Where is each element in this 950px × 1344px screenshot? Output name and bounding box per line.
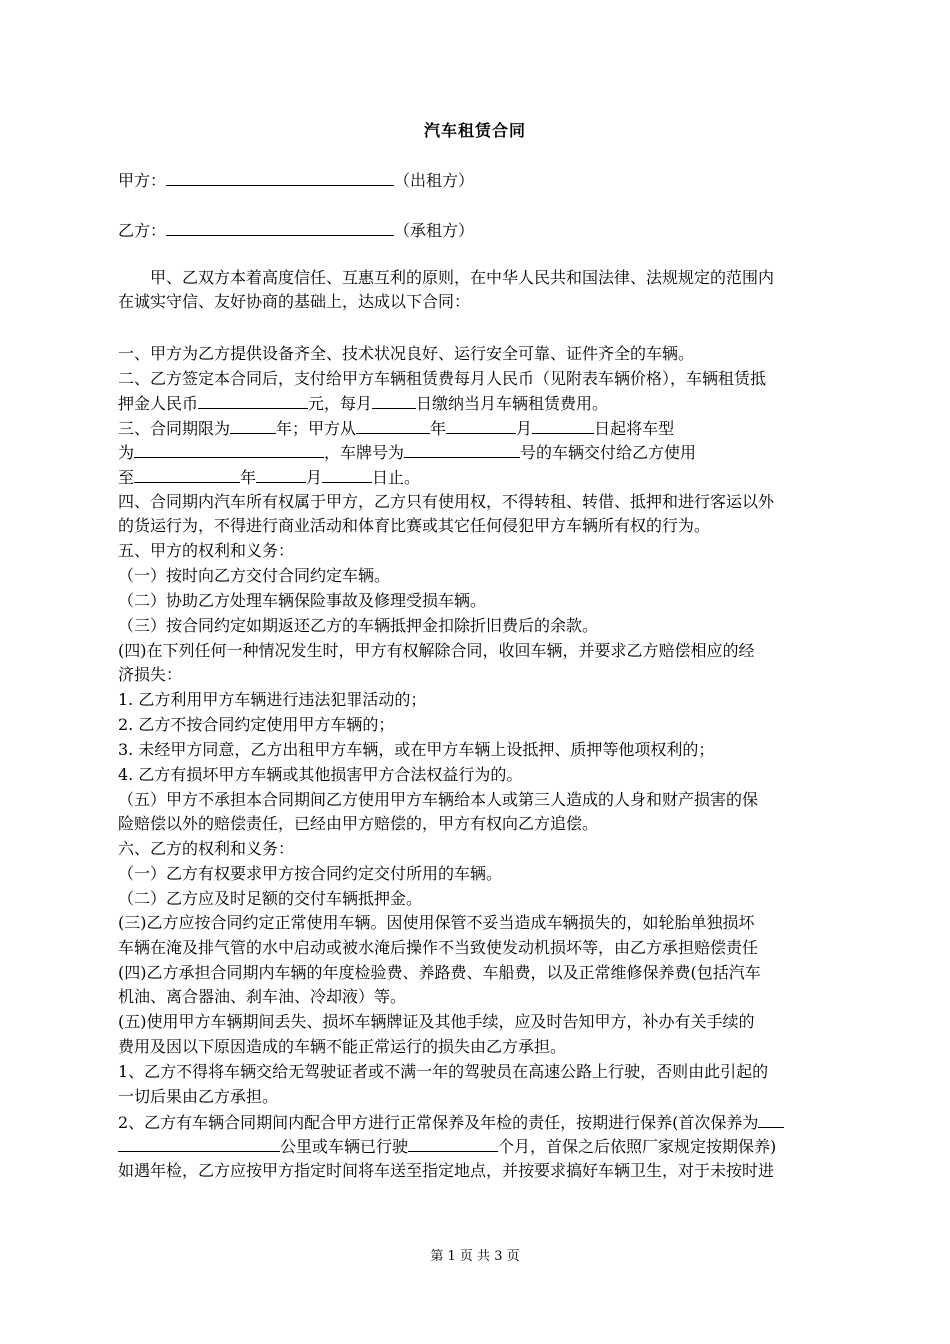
first-service-km-blank-start[interactable] <box>758 1110 784 1128</box>
list-item-4: 4. 乙方有损坏甲方车辆或其他损害甲方合法权益行为的。 <box>118 765 523 784</box>
party-a-blank[interactable] <box>166 168 394 186</box>
clause-3-line-1 <box>118 416 898 441</box>
clause-6-line-9: 1、乙方不得将车辆交给无驾驶证者或不满一年的驾驶员在高速公路上行驶，否则由此引起的 <box>118 1062 769 1081</box>
clause-2-text-1: 押金人民币 <box>118 394 199 413</box>
clause-6-line-6: 机油、离合器油、刹车油、冷却液）等。 <box>118 987 407 1006</box>
list-item-3: 3. 未经甲方同意，乙方出租甲方车辆，或在甲方车辆上设抵押、质押等他项权利的； <box>118 740 715 759</box>
clause-3-text-2: 年；甲方从 <box>276 419 357 438</box>
clause-6-line-5: (四)乙方承担合同期内车辆的年度检验费、养路费、车船费，以及正常维修保养费(包括汽车 <box>118 963 761 982</box>
page-footer: 第 1 页 共 3 页 <box>430 1249 520 1264</box>
clause-1: 一、甲方为乙方提供设备齐全、技术状况良好、运行安全可靠、证件齐全的车辆。 <box>118 344 695 363</box>
party-a-role: （出租方） <box>394 171 475 190</box>
contract-title: 汽车租赁合同 <box>423 121 526 140</box>
clause-3-text-5: 日起将车型 <box>594 419 675 438</box>
party-b-line <box>118 218 898 243</box>
clause-3-line-3 <box>118 465 898 490</box>
payment-day-blank[interactable] <box>372 391 416 409</box>
clause-3-line-2 <box>118 440 898 465</box>
party-a-line <box>118 168 898 193</box>
start-year-blank[interactable] <box>356 416 430 434</box>
clause-3-text-7: ，车牌号为 <box>324 443 405 462</box>
clause-3-text-9: 至 <box>118 468 135 487</box>
clause-6-line-2: （二）乙方应及时足额的交付车辆抵押金。 <box>118 889 423 908</box>
end-year-blank[interactable] <box>134 465 240 483</box>
clause-3-text-11: 月 <box>306 468 323 487</box>
clause-6-line-7: (五)使用甲方车辆期间丢失、损坏车辆牌证及其他手续，应及时告知甲方，补办有关手续的 <box>118 1012 755 1031</box>
clause-6-line-8: 费用及因以下原因造成的车辆不能正常运行的损失由乙方承担。 <box>118 1037 567 1056</box>
clause-5-5-line-1: （五）甲方不承担本合同期间乙方使用甲方车辆给本人或第三人造成的人身和财产损害的保 <box>118 790 759 809</box>
clause-5-item-2: （二）协助乙方处理车辆保险事故及修理受损车辆。 <box>118 591 487 610</box>
clause-6-line-1: （一）乙方有权要求甲方按合同约定交付所用的车辆。 <box>118 864 503 883</box>
plate-number-blank[interactable] <box>404 440 520 458</box>
clause-2-line-2 <box>118 391 898 416</box>
clause-5-5-line-2: 险赔偿以外的赔偿责任，已经由甲方赔偿的，甲方有权向乙方追偿。 <box>118 814 599 833</box>
clause-6-line-3: (三)乙方应按合同约定正常使用车辆。因使用保管不妥当造成车辆损失的，如轮胎单独损坏 <box>118 913 755 932</box>
clause-2-text-3: 日缴纳当月车辆租赁费用。 <box>416 394 609 413</box>
clause-6-2-text-1: 2、乙方有车辆合同期间内配合甲方进行正常保养及年检的责任，按期进行保养(首次保养为 <box>118 1113 759 1132</box>
deposit-amount-blank[interactable] <box>198 391 308 409</box>
first-service-km-blank[interactable] <box>118 1134 280 1152</box>
clause-6-2-line-2 <box>118 1134 898 1159</box>
clause-4-line-1: 四、合同期内汽车所有权属于甲方，乙方只有使用权，不得转租、转借、抵押和进行客运以外 <box>118 492 775 511</box>
clause-6-title: 六、乙方的权利和义务： <box>118 839 295 858</box>
clause-6-line-10: 一切后果由乙方承担。 <box>118 1087 279 1106</box>
clause-2-text-2: 元，每月 <box>308 394 373 413</box>
start-month-blank[interactable] <box>446 416 516 434</box>
party-b-role: （承租方） <box>394 221 475 240</box>
intro-line-2: 在诚实守信、友好协商的基础上，达成以下合同： <box>118 292 471 311</box>
party-b-label: 乙方： <box>118 221 167 240</box>
clause-3-text-3: 年 <box>430 419 447 438</box>
clause-6-2-text-3: 个月，首保之后依照厂家规定按期保养) <box>498 1137 777 1156</box>
clause-6-2-line-1 <box>118 1110 898 1135</box>
clause-6-line-4: 车辆在淹及排气管的水中启动或被水淹后操作不当致使发动机损坏等，由乙方承担赔偿责任 <box>118 938 759 957</box>
party-b-blank[interactable] <box>166 218 394 236</box>
intro-line-1: 甲、乙双方本着高度信任、互惠互利的原则，在中华人民共和国法律、法规规定的范围内 <box>150 268 775 287</box>
end-day-blank[interactable] <box>322 465 372 483</box>
list-item-2: 2. 乙方不按合同约定使用甲方车辆的； <box>118 715 395 734</box>
party-a-label: 甲方： <box>118 171 167 190</box>
vehicle-model-blank[interactable] <box>134 440 324 458</box>
clause-3-text-12: 日止。 <box>372 468 421 487</box>
clause-3-text-6: 为 <box>118 443 135 462</box>
end-month-blank[interactable] <box>256 465 306 483</box>
first-service-months-blank[interactable] <box>408 1134 498 1152</box>
clause-6-2-line-3: 如遇年检，乙方应按甲方指定时间将车送至指定地点，并按要求搞好车辆卫生，对于未按时进 <box>118 1161 775 1180</box>
clause-5-title: 五、甲方的权利和义务： <box>118 541 295 560</box>
clause-5-4-line-1: (四)在下列任何一种情况发生时，甲方有权解除合同，收回车辆，并要求乙方赔偿相应的经 <box>118 641 755 660</box>
start-day-blank[interactable] <box>532 416 594 434</box>
clause-3-text-4: 月 <box>516 419 533 438</box>
clause-3-text-1: 三、合同期限为 <box>118 419 231 438</box>
clause-5-4-line-2: 济损失： <box>118 665 183 684</box>
clause-4-line-2: 的货运行为，不得进行商业活动和体育比赛或其它任何侵犯甲方车辆所有权的行为。 <box>118 516 711 535</box>
clause-2-line-1: 二、乙方签定本合同后，支付给甲方车辆租赁费每月人民币（见附表车辆价格），车辆租赁抵 <box>118 369 767 388</box>
clause-3-text-10: 年 <box>240 468 257 487</box>
clause-3-text-8: 号的车辆交付给乙方使用 <box>520 443 697 462</box>
list-item-1: 1. 乙方利用甲方车辆进行违法犯罪活动的； <box>118 690 427 709</box>
clause-6-2-text-2: 公里或车辆已行驶 <box>280 1137 409 1156</box>
clause-5-item-1: （一）按时向乙方交付合同约定车辆。 <box>118 566 391 585</box>
clause-5-item-3: （三）按合同约定如期返还乙方的车辆抵押金扣除折旧费后的余款。 <box>118 616 599 635</box>
term-years-blank[interactable] <box>230 416 276 434</box>
